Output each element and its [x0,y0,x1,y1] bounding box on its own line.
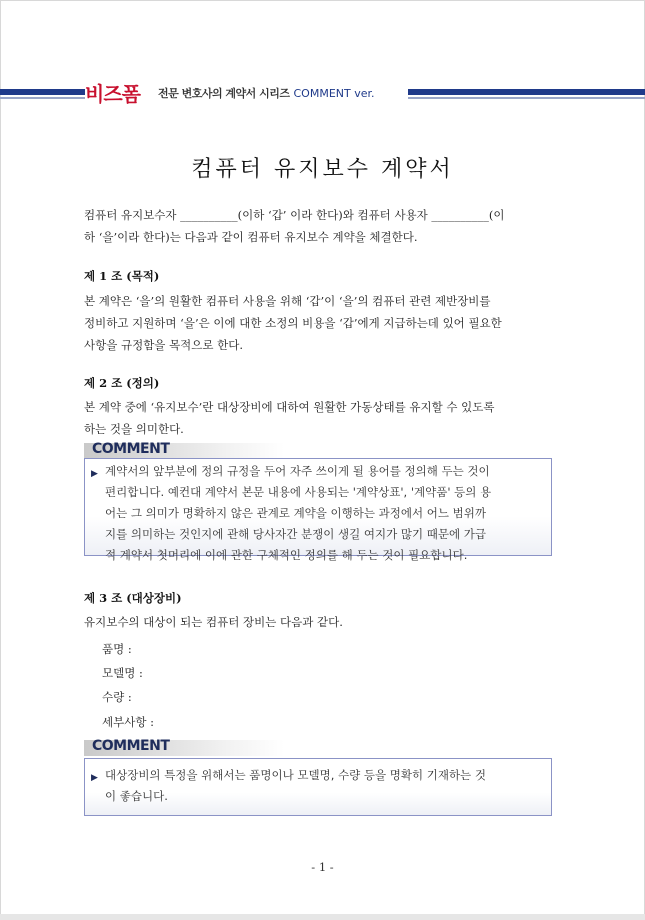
article-1-heading: 제 1 조 (목적) [84,269,160,283]
article-line: 정비하고 지원하며 ‘을’은 이에 대한 소정의 비용을 ‘갑’에게 지급하는데 있어 필요한 [84,316,502,330]
comment-line: 편리합니다. 예컨대 계약서 본문 내용에 사용되는 '계약상표', '계약품' 등의 용 [105,485,492,499]
comment-box [84,758,552,816]
series-text: 전문 변호사의 계약서 시리즈 [158,87,290,100]
comment-line: 계약서의 앞부분에 정의 규정을 두어 자주 쓰이게 될 용어를 정의해 두는 것이 [105,464,490,478]
article-line: 본 계약은 ‘을’의 원활한 컴퓨터 사용을 위해 ‘갑’이 ‘을’의 컴퓨터 관련 제반장비를 [84,294,491,308]
comment-label: COMMENT [92,441,170,457]
equipment-item-quantity: 수량 : [102,690,132,704]
triangle-right-icon: ▶ [91,469,98,479]
article-3-body [84,611,558,633]
intro-line: 컴퓨터 유지보수자 __________(이하 ‘갑’ 이라 한다)와 컴퓨터 사용자 __________(이 [84,208,505,222]
banner-rule-right [408,89,645,95]
intro-line: 하 ‘을’이라 한다)는 다음과 같이 컴퓨터 유지보수 계약을 체결한다. [84,230,418,244]
article-line: 본 계약 중에 ‘유지보수’란 대상장비에 대하여 원활한 가동상태를 유지할 수 있도록 [84,400,495,414]
series-title [158,85,375,101]
comment-line: 이 좋습니다. [105,789,168,803]
intro-paragraph [84,204,558,248]
banner-rule-left-thin [0,97,85,99]
bizform-logo: 비즈폼 [85,82,140,106]
article-line: 유지보수의 대상이 되는 컴퓨터 장비는 다음과 같다. [84,615,343,629]
equipment-item-name: 품명 : [102,642,132,656]
comment-label: COMMENT [92,738,170,754]
banner-rule-left [0,89,85,95]
banner-rule-right-thin [408,97,645,99]
comment-box [84,458,552,562]
page-number: - 1 - [311,860,334,874]
article-2-body [84,396,558,440]
document-title: 컴퓨터 유지보수 계약서 [191,157,454,182]
comment-line: 대상장비의 특정을 위해서는 품명이나 모델명, 수량 등을 명확히 기재하는 것 [105,768,486,782]
comment-line: 어는 그 의미가 명확하지 않은 관계로 계약을 이행하는 과정에서 어느 범위까 [105,506,486,520]
article-line: 사항을 규정함을 목적으로 한다. [84,338,244,352]
article-line: 하는 것을 의미한다. [84,422,184,436]
article-1-body [84,290,558,356]
comment-line: 지를 의미하는 것인지에 관해 당사자간 분쟁이 생길 여지가 많기 때문에 가급 [105,527,486,541]
equipment-item-details: 세부사항 : [102,715,154,729]
article-3-heading: 제 3 조 (대상장비) [84,591,182,605]
comment-line: 적 계약서 첫머리에 이에 관한 구체적인 정의를 해 두는 것이 필요합니다. [105,548,468,562]
equipment-item-model: 모델명 : [102,666,143,680]
article-2-heading: 제 2 조 (정의) [84,376,160,390]
triangle-right-icon: ▶ [91,773,98,783]
comment-version: COMMENT ver. [293,87,375,100]
series-banner [0,78,645,108]
bottom-strip [0,914,645,920]
